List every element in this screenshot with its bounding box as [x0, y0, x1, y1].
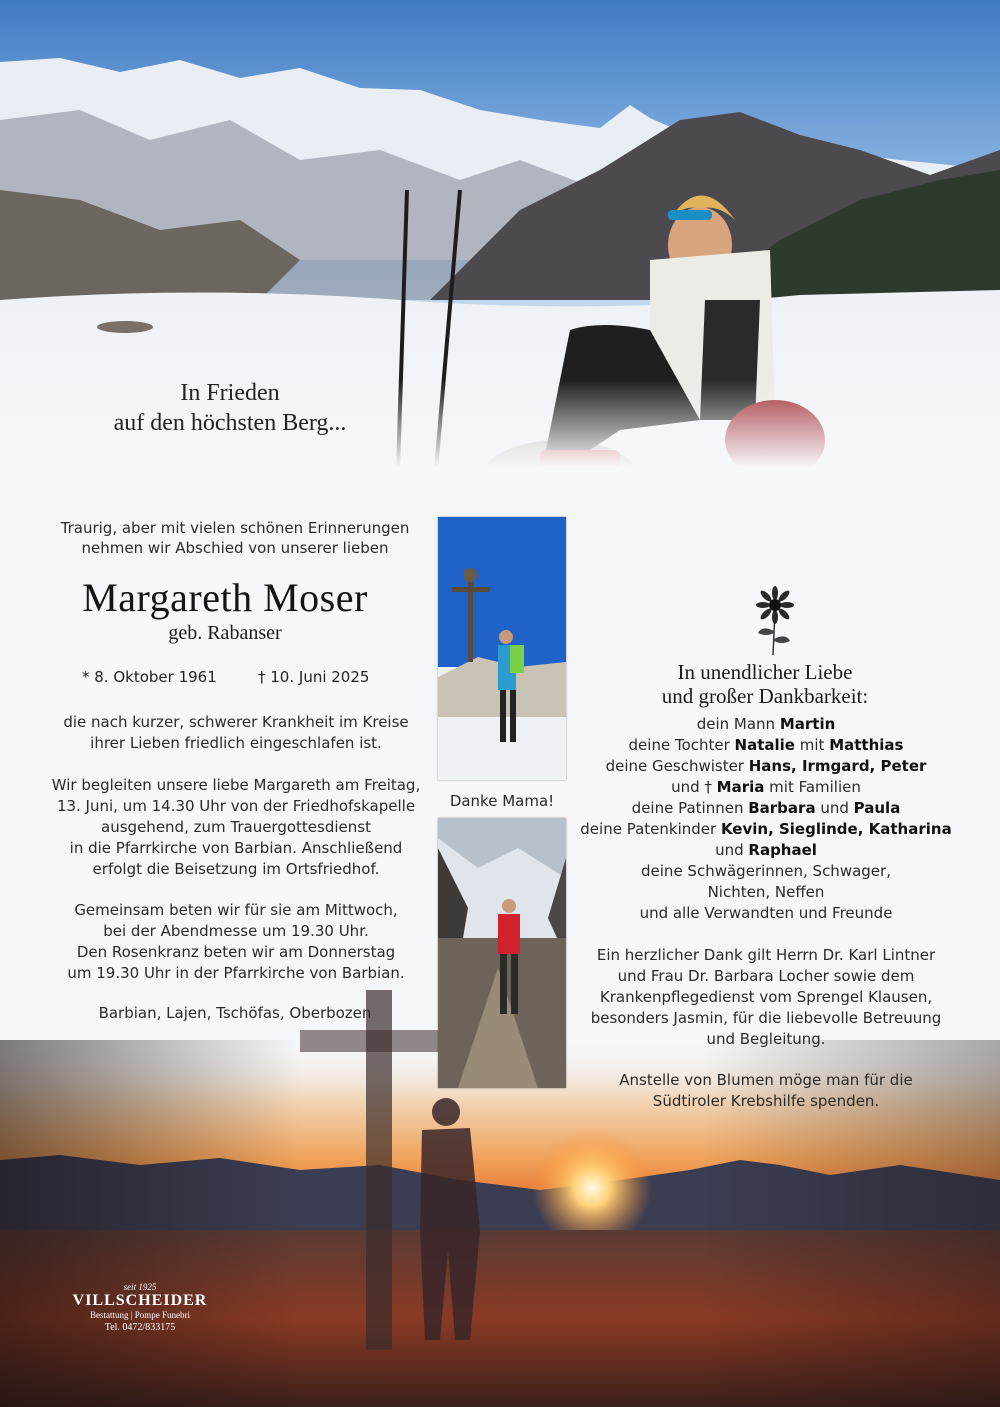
text-line: ihrer Lieben friedlich eingeschlafen ist.: [90, 734, 382, 752]
family-line: und Raphael: [715, 841, 817, 859]
family-line: deine Patenkinder Kevin, Sieglinde, Katharina: [580, 820, 952, 838]
motto-line-1: In Frieden: [180, 380, 280, 406]
donation-paragraph: [576, 1070, 956, 1112]
logo-subtitle: Bestattung | Pompe Funebri: [89, 1310, 191, 1320]
text-line: Krankenpflegedienst vom Sprengel Klausen,: [599, 988, 933, 1006]
prayer-paragraph: [38, 900, 434, 984]
passing-paragraph: [38, 712, 434, 754]
text-line: Wir begleiten unsere liebe Margareth am Freitag,: [51, 776, 421, 794]
text-line: bei der Abendmesse um 19.30 Uhr.: [103, 922, 369, 940]
text-line: deine Schwägerinnen, Schwager,: [641, 862, 891, 880]
text-line: und Begleitung.: [706, 1030, 826, 1048]
logo-since: seit 1925: [123, 1282, 157, 1292]
text-line: 13. Juni, um 14.30 Uhr von der Friedhofskapelle: [56, 797, 416, 815]
deceased-name: Margareth Moser: [82, 575, 368, 620]
sunflower-icon: [748, 585, 802, 655]
text-line: und Frau Dr. Barbara Locher sowie dem: [617, 967, 915, 985]
text-line: ausgehend, zum Trauergottesdienst: [101, 818, 371, 836]
text-line: Gemeinsam beten wir für sie am Mittwoch,: [74, 901, 398, 919]
gratitude-heading: [590, 660, 940, 708]
logo-phone: Tel. 0472/833175: [104, 1322, 176, 1333]
thanks-paragraph: [576, 945, 956, 1050]
text-line: in die Pfarrkirche von Barbian. Anschließend: [69, 839, 403, 857]
motto-heading: [60, 378, 400, 438]
death-date: † 10. Juni 2025: [258, 668, 370, 686]
text-line: Ein herzlicher Dank gilt Herrn Dr. Karl Lintner: [596, 946, 936, 964]
family-list: [576, 714, 956, 924]
funeral-paragraph: [38, 775, 434, 880]
summit-photo: [438, 517, 566, 780]
places-line: Barbian, Lajen, Tschöfas, Oberbozen: [98, 1004, 372, 1022]
logo-brand: VILLSCHEIDER: [72, 1292, 208, 1309]
family-line: deine Tochter Natalie mit Matthias: [628, 736, 904, 754]
motto-line-2: auf den höchsten Berg...: [113, 410, 347, 436]
text-line: und alle Verwandten und Freunde: [639, 904, 893, 922]
gratitude-line-2: und großer Dankbarkeit:: [661, 684, 869, 708]
text-line: Südtiroler Krebshilfe spenden.: [652, 1092, 880, 1110]
trail-photo: [438, 818, 566, 1088]
family-line: deine Geschwister Hans, Irmgard, Peter: [605, 757, 927, 775]
funeral-home-logo: [60, 1282, 220, 1333]
text-line: Nichten, Neffen: [707, 883, 825, 901]
family-line: dein Mann Martin: [696, 715, 836, 733]
text-line: besonders Jasmin, für die liebevolle Betreuung: [590, 1009, 942, 1027]
intro-line-1: Traurig, aber mit vielen schönen Erinnerungen: [60, 519, 410, 537]
intro-text: [40, 518, 430, 558]
intro-line-2: nehmen wir Abschied von unserer lieben: [81, 539, 389, 557]
photo-caption: Danke Mama!: [449, 792, 555, 810]
text-line: erfolgt die Beisetzung im Ortsfriedhof.: [92, 860, 380, 878]
text-line: um 19.30 Uhr in der Pfarrkirche von Barbian.: [67, 964, 405, 982]
family-line: deine Patinnen Barbara und Paula: [631, 799, 901, 817]
gratitude-line-1: In unendlicher Liebe: [677, 660, 853, 684]
family-line: und † Maria mit Familien: [671, 778, 861, 796]
text-line: die nach kurzer, schwerer Krankheit im Kreise: [63, 713, 409, 731]
text-line: Den Rosenkranz beten wir am Donnerstag: [76, 943, 396, 961]
birth-date: * 8. Oktober 1961: [82, 668, 217, 686]
maiden-name: geb. Rabanser: [168, 622, 282, 644]
text-line: Anstelle von Blumen möge man für die: [619, 1071, 913, 1089]
